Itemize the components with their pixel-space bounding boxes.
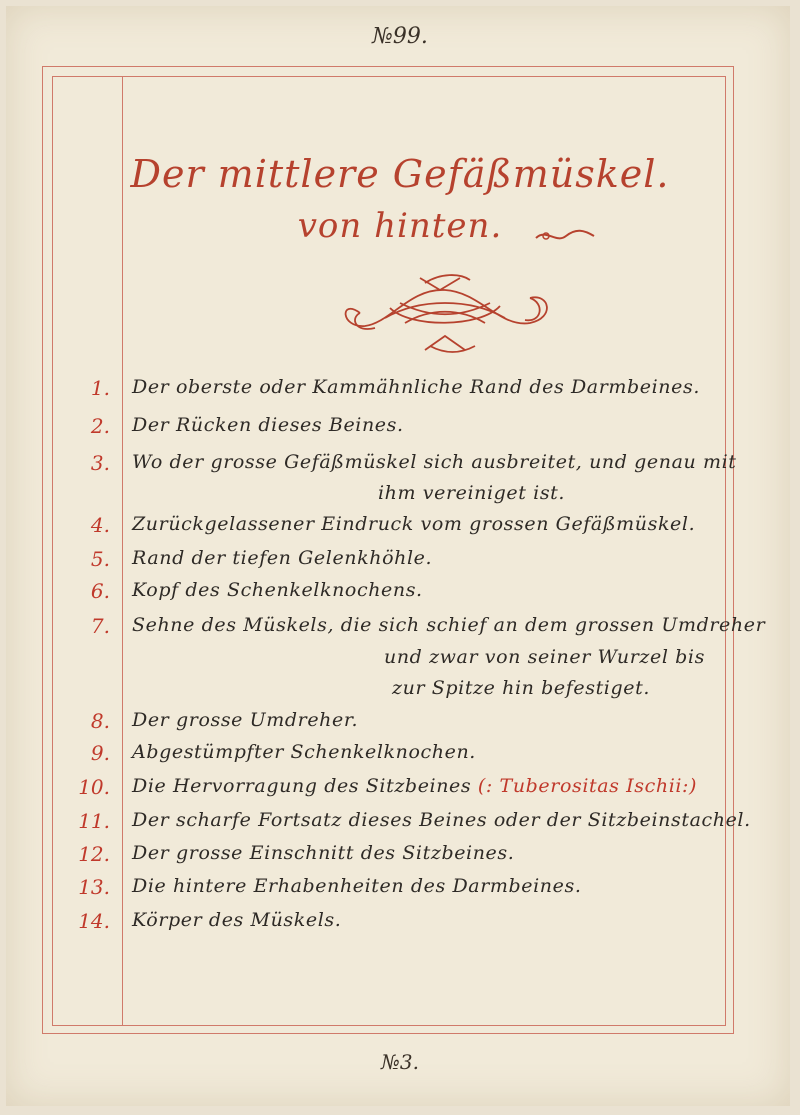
item-text — [132, 775, 697, 797]
item-text: Die hintere Erhabenheiten des Darmbeines. — [132, 875, 582, 897]
item-text: Der grosse Umdreher. — [132, 709, 359, 731]
swash-icon — [532, 224, 602, 248]
item-number: 8. — [90, 709, 110, 733]
title-line-2: von hinten. — [297, 206, 503, 246]
item-text: Kopf des Schenkelknochens. — [132, 579, 423, 601]
item-number: 10. — [78, 775, 110, 799]
item-text: Der scharfe Fortsatz dieses Beines oder der Sitzbeinstachel. — [132, 809, 751, 831]
item-text-continuation: ihm vereiniget ist. — [378, 482, 566, 504]
item-text: Abgestümpfter Schenkelknochen. — [132, 741, 476, 763]
page-number-bottom: №3. — [380, 1050, 419, 1074]
item-number: 3. — [90, 451, 110, 475]
item-text: Zurückgelassener Eindruck vom grossen Gefäßmüskel. — [132, 513, 696, 535]
item-number: 9. — [90, 741, 110, 765]
item-text-main: Die Hervorragung des Sitzbeines — [132, 775, 472, 797]
item-number: 2. — [90, 414, 110, 438]
item-text-continuation: und zwar von seiner Wurzel bis — [384, 646, 705, 668]
latin-term: (: Tuberositas Ischii:) — [477, 775, 698, 797]
item-number: 12. — [78, 842, 110, 866]
calligraphic-flourish-icon — [330, 268, 560, 358]
item-number: 6. — [90, 579, 110, 603]
item-number: 11. — [78, 809, 110, 833]
item-number: 13. — [78, 875, 110, 899]
item-text: Sehne des Müskels, die sich schief an dem grossen Umdreher — [132, 614, 766, 636]
item-text: Der grosse Einschnitt des Sitzbeines. — [132, 842, 515, 864]
page-number-top: №99. — [372, 24, 428, 49]
item-number: 1. — [90, 376, 110, 400]
item-text-continuation: zur Spitze hin befestiget. — [392, 677, 650, 699]
item-text: Der oberste oder Kammähnliche Rand des Darmbeines. — [132, 376, 700, 398]
item-number: 4. — [90, 513, 110, 537]
item-number: 5. — [90, 547, 110, 571]
item-text: Körper des Müskels. — [132, 909, 342, 931]
item-number: 7. — [90, 614, 110, 638]
item-number: 14. — [78, 909, 110, 933]
title-line-1: Der mittlere Gefäßmüskel. — [130, 152, 670, 196]
item-text: Wo der grosse Gefäßmüskel sich ausbreitet, und genau mit — [132, 451, 737, 473]
item-text: Rand der tiefen Gelenkhöhle. — [132, 547, 433, 569]
item-text: Der Rücken dieses Beines. — [132, 414, 404, 436]
